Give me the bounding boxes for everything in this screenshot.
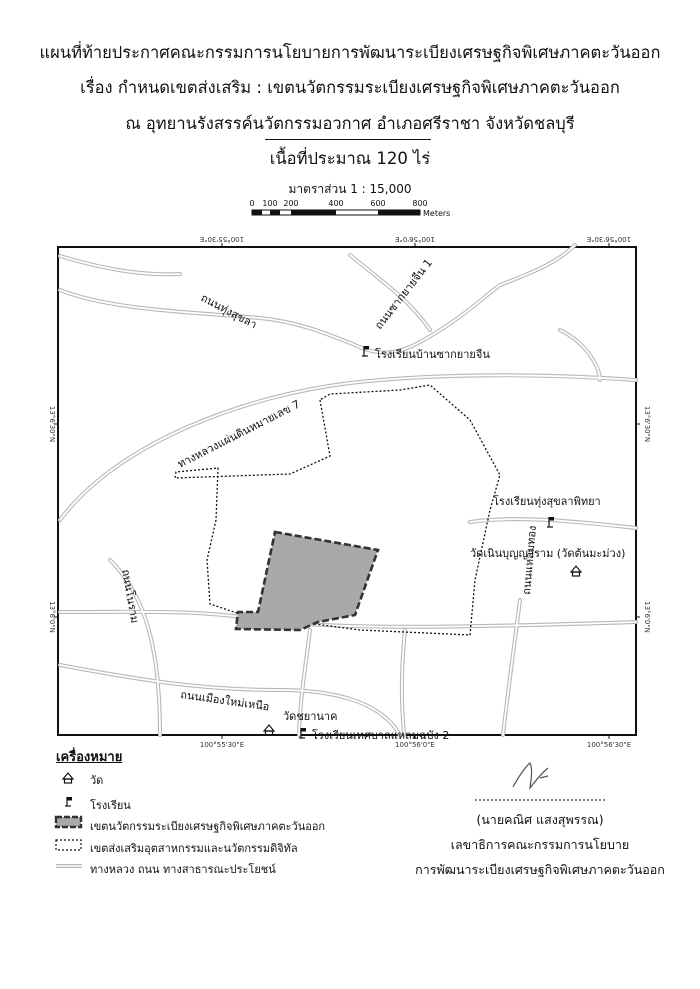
label-wat-chayanak: วัดชยานาค xyxy=(283,710,338,723)
label-wat-noen-bunyaram: วัดเนินบุญญาราม (วัดต้นมะม่วง) xyxy=(470,547,626,560)
coord-bottom-2: 100°56'0"E xyxy=(395,741,435,749)
scale-bar xyxy=(249,199,450,218)
legend-label-temple: วัด xyxy=(90,774,104,787)
title-line-3: ณ อุทยานรังสรรค์นวัตกรรมอวกาศ อำเภอศรีราชา จังหวัดชลบุรี xyxy=(125,114,575,133)
legend-label-zone: เขตนวัตกรรมระเบียงเศรษฐกิจพิเศษภาคตะวันออก xyxy=(90,820,326,833)
label-thung-sukhla: ถนนทุ่งสุขลา xyxy=(198,291,259,332)
scale-tick-200: 200 xyxy=(283,199,299,208)
coord-left-1: 13°6'30"N xyxy=(48,405,56,443)
legend-zone-swatch xyxy=(56,817,81,827)
coord-top-2: 100°56'0"E xyxy=(395,235,435,243)
title-line-2: เรื่อง กำหนดเขตส่งเสริม : เขตนวัตกรรมระเบียงเศรษฐกิจพิเศษภาคตะวันออก xyxy=(80,78,620,97)
label-sak-yai-chin: ถนนซากยายจีน 1 xyxy=(372,256,436,332)
scale-tick-400: 400 xyxy=(328,199,344,208)
label-road-laem-thong: ถนนแหลมทอง xyxy=(520,525,540,596)
signatory-position-1: เลขาธิการคณะกรรมการนโยบาย xyxy=(450,837,630,852)
legend-label-boundary: เขตส่งเสริมอุตสาหกรรมและนวัตกรรมดิจิทัล xyxy=(90,842,298,855)
label-road-nong-kham: ถนนโนราม xyxy=(119,568,142,625)
area-text: เนื้อที่ประมาณ 120 ไร่ xyxy=(269,149,431,168)
legend-school-icon xyxy=(65,797,72,806)
legend-label-school: โรงเรียน xyxy=(90,799,131,812)
label-highway-7: ทางหลวงแผ่นดินหมายเลข 7 xyxy=(175,397,303,471)
legend-label-road: ทางหลวง ถนน ทางสาธารณะประโยชน์ xyxy=(90,863,276,876)
title-line-1: แผนที่ท้ายประกาศคณะกรรมการนโยบายการพัฒนาระเบียงเศรษฐกิจพิเศษภาคตะวันออก xyxy=(39,43,661,62)
coord-bottom-1: 100°55'30"E xyxy=(199,741,245,749)
coord-top-1: 100°55'30"E xyxy=(199,235,245,243)
scale-tick-100: 100 xyxy=(262,199,278,208)
scale-tick-800: 800 xyxy=(412,199,428,208)
legend-temple-icon xyxy=(63,773,73,783)
label-school-thetsaban: โรงเรียนเทศบาลแหลมฉบัง 2 xyxy=(312,729,450,742)
label-school-thung-sukhla: โรงเรียนทุ่งสุขลาพิทยา xyxy=(493,495,601,508)
scale-unit: Meters xyxy=(423,209,451,218)
coord-top-3: 100°56'30"E xyxy=(586,235,632,243)
coord-right-2: 13°6'0"N xyxy=(643,601,651,633)
coord-bottom-3: 100°56'30"E xyxy=(586,741,632,749)
label-mueang-mai-nuea: ถนนเมืองใหม่เหนือ xyxy=(179,688,271,714)
scale-text: มาตราส่วน 1 : 15,000 xyxy=(288,182,412,196)
label-school-sak-yai-chin: โรงเรียนบ้านซากยายจีน xyxy=(375,348,490,361)
map-frame xyxy=(58,247,636,735)
legend-title: เครื่องหมาย xyxy=(56,750,123,765)
scale-tick-600: 600 xyxy=(370,199,386,208)
coord-right-1: 13°6'30"N xyxy=(643,405,651,443)
signature-mark xyxy=(513,763,548,788)
signatory-position-2: การพัฒนาระเบียงเศรษฐกิจพิเศษภาคตะวันออก xyxy=(415,862,665,877)
coord-left-2: 13°6'0"N xyxy=(48,601,56,633)
legend-boundary-swatch xyxy=(56,840,81,850)
scale-tick-0: 0 xyxy=(249,199,255,208)
signatory-name: (นายคณิศ แสงสุพรรณ) xyxy=(476,812,604,827)
